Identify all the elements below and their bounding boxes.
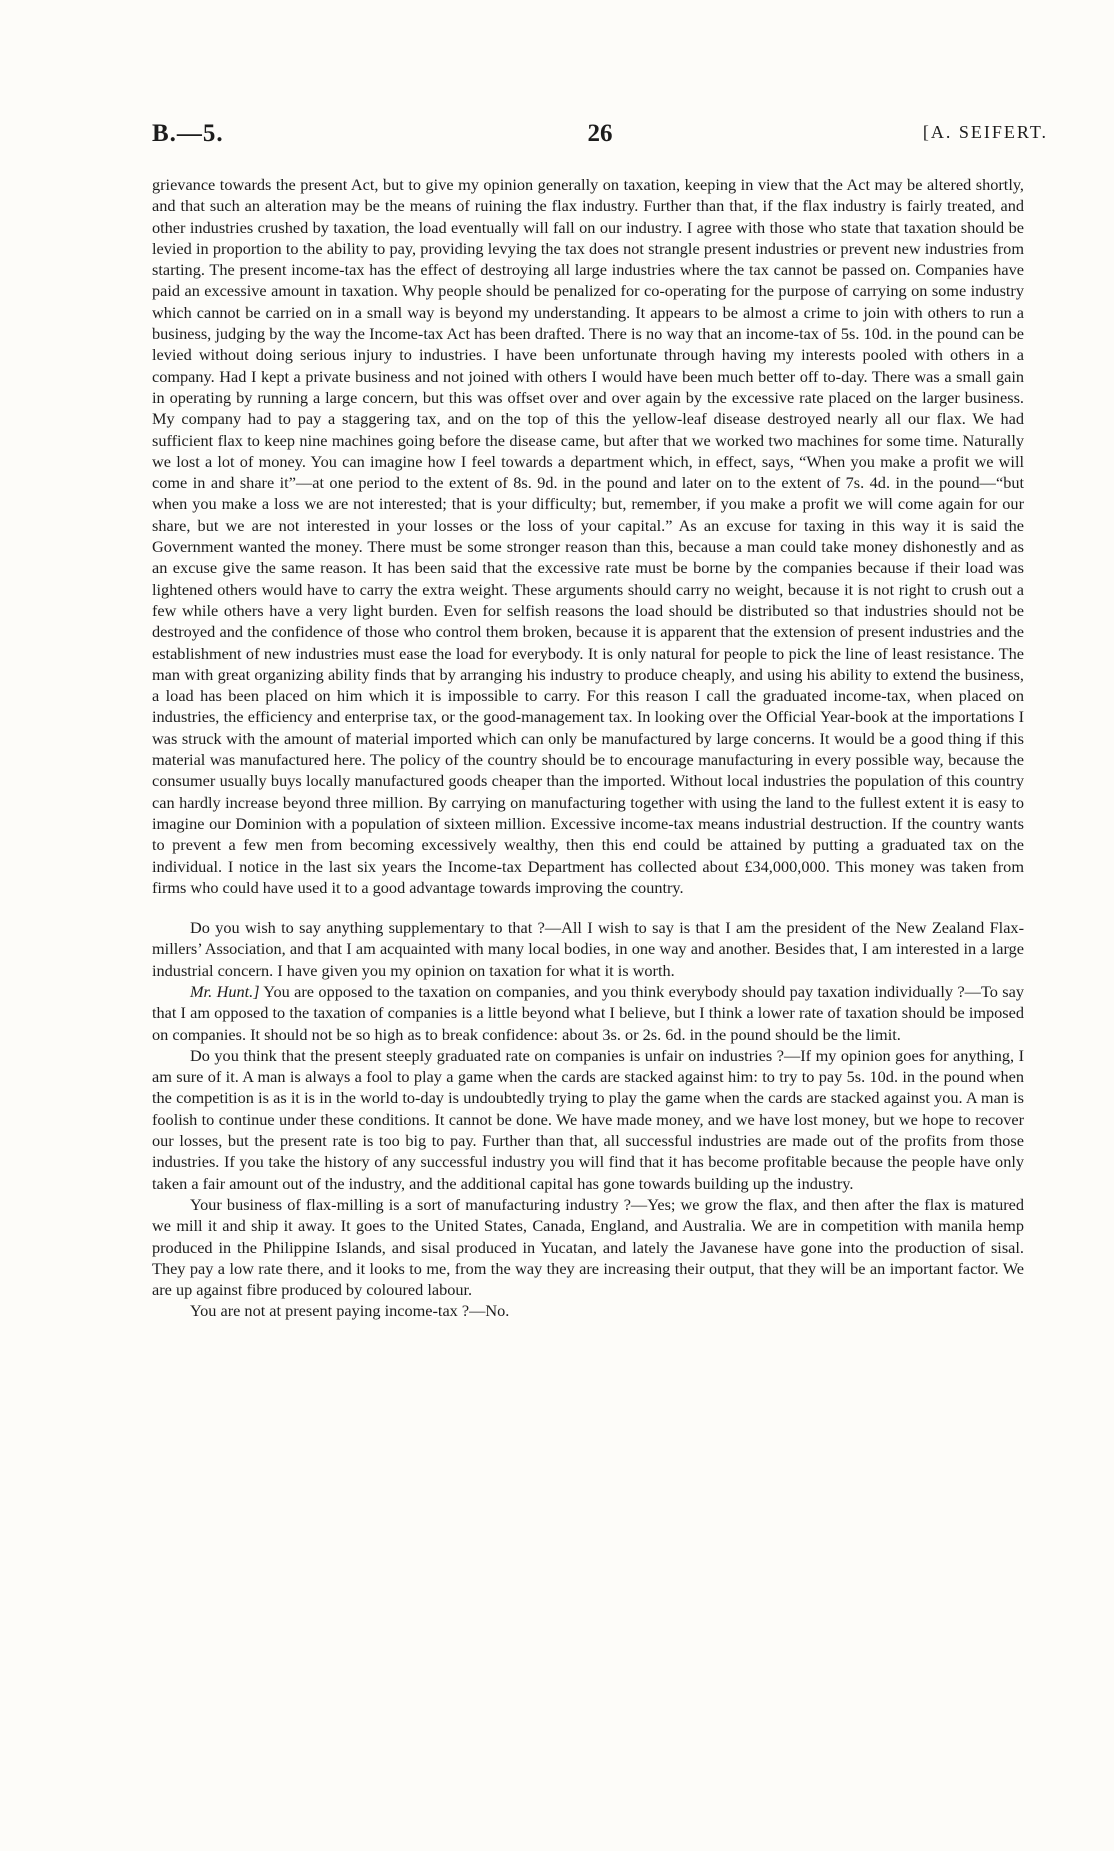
paragraph-text: You are opposed to the taxation on companies, and you think everybody should pay taxation individually ?—To say that I am opposed to the taxation of companies is a little beyond what I believe, but I think a lower rate of taxation should be imposed on companies. It should not be so high as to break confidence: about 3s. or 2s. 6d. in the pound should be the limit. [152,981,1025,1044]
page-number: 26 [587,120,613,147]
speaker-label: Mr. Hunt.] [190,981,260,1001]
report-code: B.—5. [152,120,224,147]
paragraph-question: Do you wish to say anything supplementary to that ?—All I wish to say is that I am the president of the New Zealand Flax-millers’ Association, and that I am acquainted with many local bodies, in one way and another. Besides that, I am interested in a large industrial concern. I have given you my opinion on taxation for what it is worth. [152,918,1024,980]
paragraph-statement: grievance towards the present Act, but to give my opinion generally on taxation, keeping in view that the Act may be altered shortly, and that such an alteration may be the means of ruining the flax industry. Further than that, if the flax industry is fairly treated, and other industries crushed by taxation, the load eventually will fall on our industry. I agree with those who state that taxation should be levied in proportion to the ability to pay, providing levying the tax does not strangle present industries or prevent new industries from starting. The present income-tax has the effect of destroying all large industries where the tax cannot be passed on. Companies have paid an excessive amount in taxation. Why people should be penalized for co-operating for the purpose of carrying on some industry which cannot be carried on in a small way is beyond my understanding. It appears to be almost a crime to join with others to run a business, judging by the way the Income-tax Act has been drafted. There is no way that an income-tax of 5s. 10d. in the pound can be levied without doing serious injury to industries. I have been unfortunate through having my interests pooled with others in a company. Had I kept a private business and not joined with others I would have been much better off to-day. There was a small gain in operating by running a large concern, but this was offset over and over again by the excessive rate placed on the larger business. My company had to pay a staggering tax, and on the top of this the yellow-leaf disease destroyed nearly all our flax. We had sufficient flax to keep nine machines going before the disease came, but after that we worked two machines for some time. Naturally we lost a lot of money. You can imagine how I feel towards a department which, in effect, says, “When you make a profit we will come in and share it”—at one period to the extent of 8s. 9d. in the pound and later on to the extent of 7s. 4d. in the pound—“but when you make a loss we are not interested; that is your difficulty; but, remember, if you make a profit we will come again for our share, but we are not interested in your losses or the loss of your capital.” As an excuse for taxing in this way it is said the Government wanted the money. There must be some stronger reason than this, because a man could take money dishonestly and as an excuse give the same reason. It has been said that the excessive rate must be borne by the companies because if their load was lightened others would have to carry the extra weight. These arguments should carry no weight, because it is not right to crush out a few while others have a very light burden. Even for selfish reasons the load should be distributed so that industries should not be destroyed and the confidence of those who control them broken, because it is apparent that the extension of present industries and the establishment of new industries must ease the load for everybody. It is only natural for people to pick the line of least resistance. The man with great organizing ability finds that by arranging his industry to produce cheaply, and using his ability to extend the business, a load has been placed on him which it is impossible to carry. For this reason I call the graduated income-tax, when placed on industries, the efficiency and enterprise tax, or the good-management tax. In looking over the Official Year-book at the importations I was struck with the amount of material imported which can only be manufactured by large concerns. It would be a good thing if this material was manufactured here. The policy of the country should be to encourage manufacturing in every possible way, because the consumer usually buys locally manufactured goods cheaper than the imported. Without local industries the population of this country can hardly increase beyond three million. By carrying on manufacturing together with using the land to the fullest extent it is easy to imagine our Dominion with a population of sixteen million. Excessive income-tax means industrial destruction. If the country wants to prevent a few men from becoming excessively wealthy, then this end could be attained by putting a graduated tax on the individual. I notice in the last six years the Income-tax Department has collected about £34,000,000. This money was taken from firms who could have used it to a good advantage towards improving the country. [152,175,1024,897]
page-header [152,120,1048,160]
witness-name: [A. SEIFERT. [922,122,1048,142]
paragraph-question: Do you think that the present steeply graduated rate on companies is unfair on industries ?—If my opinion goes for anything, I am sure of it. A man is always a fool to play a game when the cards are stacked against him: to try to pay 5s. 10d. in the pound when the competition is as it is in the world to-day is undoubtedly trying to play the game when the cards are stacked against you. A man is foolish to continue under these conditions. It cannot be done. We have made money, and we have lost money, but we hope to recover our losses, but the present rate is too big to pay. Further than that, all successful industries are made out of the profits from those industries. If you take the history of any successful industry you will find that it has become profitable because the people have only taken a fair amount out of the industry, and the additional capital has gone towards building up the industry. [152,1045,1024,1193]
paragraph-question: You are not at present paying income-tax ?—No. [190,1301,510,1321]
paragraph-question: Your business of flax-milling is a sort of manufacturing industry ?—Yes; we grow the flax, and then after the flax is matured we mill it and ship it away. It goes to the United States, Canada, England, and Australia. We are in competition with manila hemp produced in the Philippine Islands, and sisal produced in Yucatan, and lately the Javanese have gone into the production of sisal. They pay a low rate there, and it looks to me, from the way they are increasing their output, that they will be an important factor. We are up against fibre produced by coloured labour. [152,1194,1024,1300]
document-body [152,174,1024,1322]
paragraph-question [152,981,1024,1045]
